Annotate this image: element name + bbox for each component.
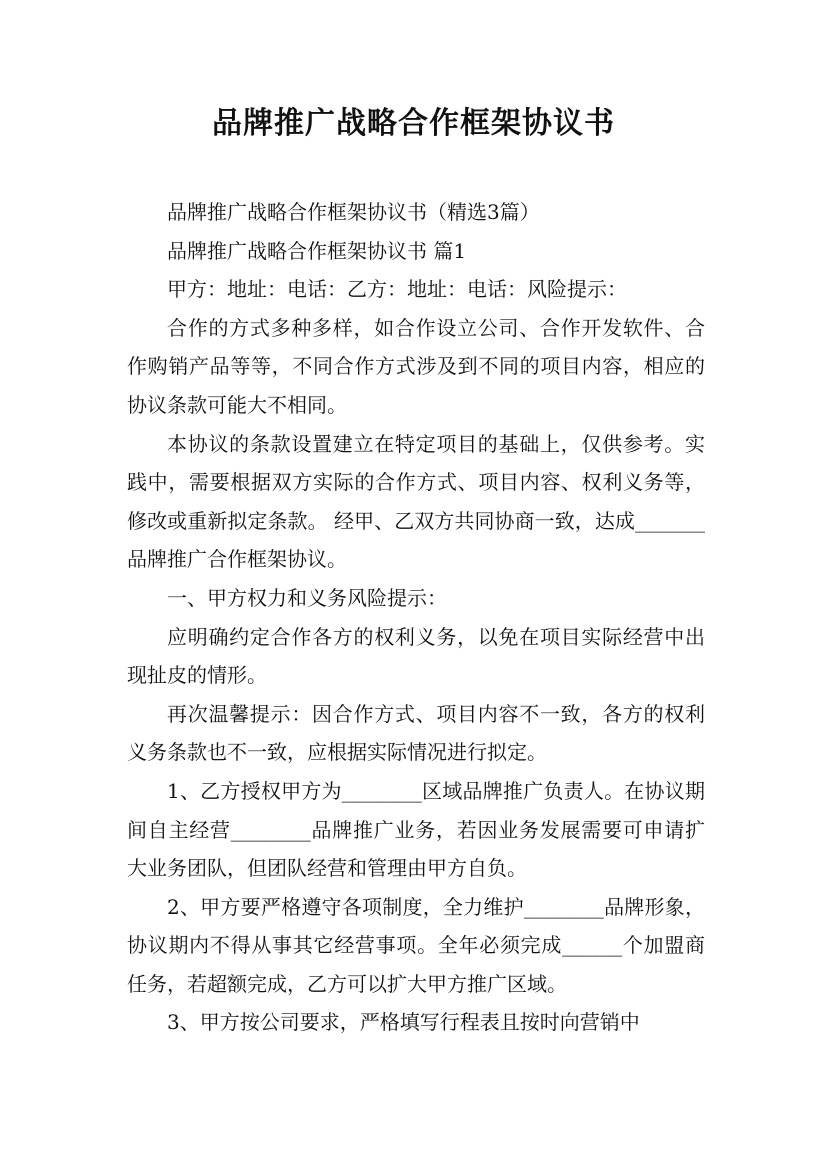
paragraph: 合作的方式多种多样，如合作设立公司、合作开发软件、合作购销产品等等，不同合作方式涉及到不同的项目内容，相应的协议条款可能大不相同。 — [127, 315, 705, 417]
paragraph: 1、乙方授权甲方为________区域品牌推广负责人。在协议期间自主经营________品牌推广业务，若因业务发展需要可申请扩大业务团队，但团队经营和管理由甲方自负。 — [127, 778, 705, 881]
document-body — [127, 193, 705, 1042]
document-title: 品牌推广战略合作框架协议书 — [212, 106, 615, 141]
paragraph: 品牌推广战略合作框架协议书 篇1 — [167, 238, 467, 263]
paragraph: 应明确约定合作各方的权利义务，以免在项目实际经营中出现扯皮的情形。 — [127, 624, 705, 688]
paragraph: 再次温馨提示：因合作方式、项目内容不一致，各方的权利义务条款也不一致，应根据实际情况进行拟定。 — [127, 701, 705, 765]
paragraph: 一、甲方权力和义务风险提示： — [167, 585, 447, 610]
paragraph: 甲方：地址：电话：乙方：地址：电话：风险提示： — [167, 277, 627, 302]
paragraph: 3、甲方按公司要求，严格填写行程表且按时向营销中 — [167, 1010, 640, 1035]
paragraph: 品牌推广战略合作框架协议书（精选3篇） — [167, 200, 540, 224]
paragraph: 本协议的条款设置建立在特定项目的基础上，仅供参考。实践中，需要根据双方实际的合作方式、项目内容、权利义务等，修改或重新拟定条款。 经甲、乙双方共同协商一致，达成_______品牌推广合作框架协议。 — [127, 431, 705, 572]
paragraph: 2、甲方要严格遵守各项制度，全力维护________品牌形象，协议期内不得从事其它经营事项。全年必须完成______个加盟商任务，若超额完成，乙方可以扩大甲方推广区域。 — [127, 894, 705, 996]
